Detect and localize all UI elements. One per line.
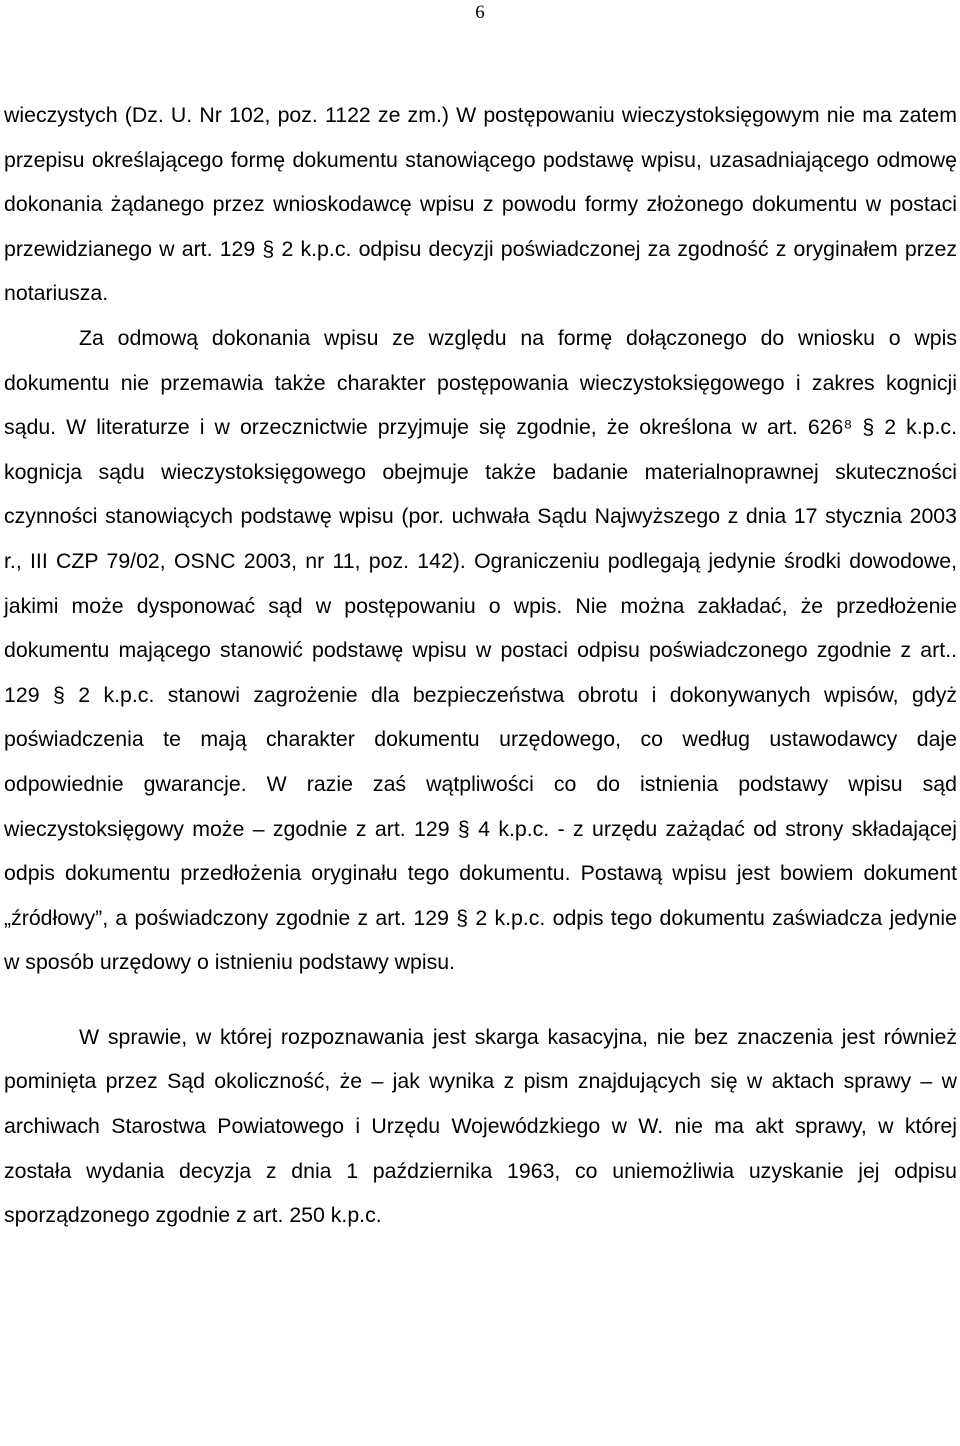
page-number: 6 [475,2,485,23]
paragraph-case-circumstances: W sprawie, w której rozpoznawania jest skarga kasacyjna, nie bez znaczenia jest również pominięta przez Sąd okoliczność, że – jak wynika z pism znajdujących się w aktach sprawy – w archiwach Starostwa Powiatowego i Urzędu Wojewódzkiego w W. nie ma akt sprawy, w której została wydania decyzja z dnia 1 października 1963, co uniemożliwia uzyskanie jej odpisu sporządzonego zgodnie z art. 250 k.p.c. [4,1024,957,1228]
paragraph-continuation: wieczystych (Dz. U. Nr 102, poz. 1122 ze zm.) W postępowaniu wieczystoksięgowym nie ma zatem przepisu określającego formę dokumentu stanowiącego podstawę wpisu, uzasadniającego odmowę dokonania żądanego przez wnioskodawcę wpisu z powodu formy złożonego dokumentu w postaci przewidzianego w art. 129 § 2 k.p.c. odpisu decyzji poświadczonej za zgodność z oryginałem przez notariusza. [4,103,957,306]
document-body [4,93,957,1238]
paragraph-form-of-document: Za odmową dokonania wpisu ze względu na formę dołączonego do wniosku o wpis dokumentu nie przemawia także charakter postępowania wieczystoksięgowego i zakres kognicji sądu. W literaturze i w orzecznictwie przyjmuje się zgodnie, że określona w art. 626⁸ § 2 k.p.c. kognicja sądu wieczystoksięgowego obejmuje także badanie materialnoprawnej skuteczności czynności stanowiących podstawę wpisu (por. uchwała Sądu Najwyższego z dnia 17 stycznia 2003 r., III CZP 79/02, OSNC 2003, nr 11, poz. 142). Ograniczeniu podlegają jedynie środki dowodowe, jakimi może dysponować sąd w postępowaniu o wpis. Nie można zakładać, że przedłożenie dokumentu mającego stanowić podstawę wpisu w postaci odpisu poświadczonego zgodnie z art.. 129 § 2 k.p.c. stanowi zagrożenie dla bezpieczeństwa obrotu i dokonywanych wpisów, gdyż poświadczenia te mają charakter dokumentu urzędowego, co według ustawodawcy daje odpowiednie gwarancje. W razie zaś wątpliwości co do istnienia podstawy wpisu sąd wieczystoksięgowy może – zgodnie z art. 129 § 4 k.p.c. - z urzędu zażądać od strony składającej odpis dokumentu przedłożenia oryginału tego dokumentu. Postawą wpisu jest bowiem dokument „źródłowy”, a poświadczony zgodnie z art. 129 § 2 k.p.c. odpis tego dokumentu zaświadcza jedynie w sposób urzędowy o istnieniu podstawy wpisu. [4,325,957,975]
